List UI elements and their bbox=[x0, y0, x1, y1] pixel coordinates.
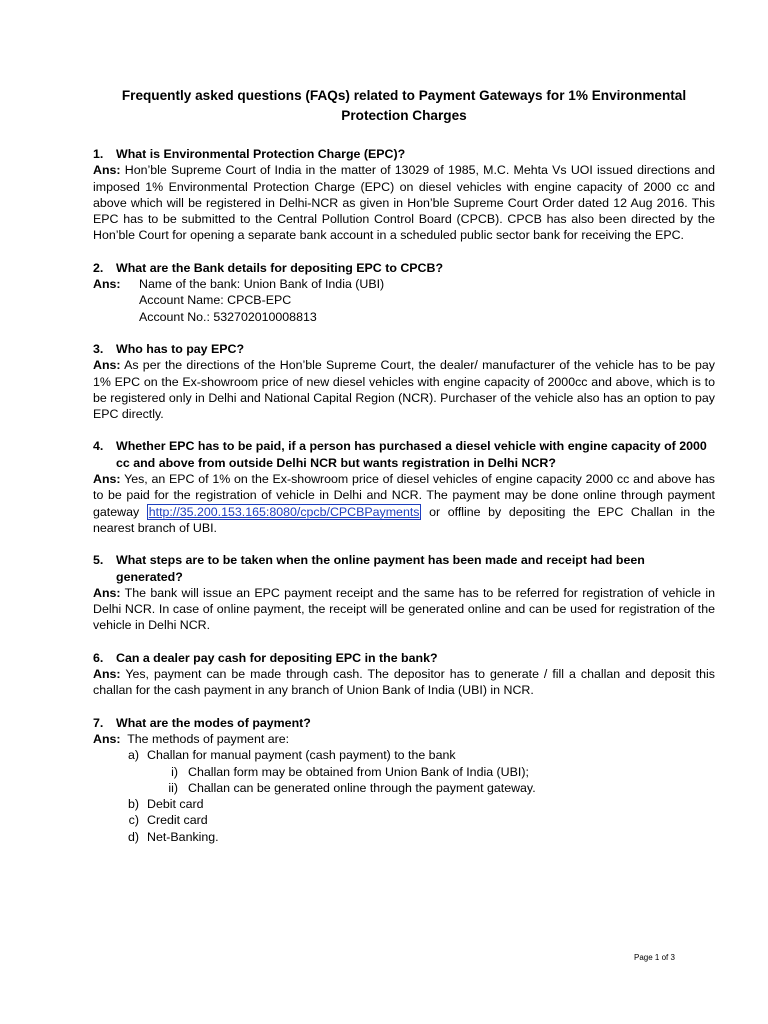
faq-answer-3: Ans: As per the directions of the Hon’ble Supreme Court, the dealer/ manufacturer of the vehicle has to be pay 1% EPC on the Ex-showroom price of new diesel vehicles with engine capacity of 2000cc and above, which is to be registered only in Delhi and National Capital Region (NCR). Purchaser of the vehicle also has an option to pay EPC directly. bbox=[93, 358, 715, 422]
faq-answer-4: Ans: Yes, an EPC of 1% on the Ex-showroom price of diesel vehicles of engine capacity 2000 cc and above has to be paid for the registration of vehicle in Delhi and NCR. The payment may be done online through payment gateway http://35.200.153.165:8080/cpcb/CPCBPayments or offline by depositing the EPC Challan in the nearest branch of UBI. bbox=[93, 472, 715, 535]
list-item: a) Challan for manual payment (cash payment) to the bank bbox=[127, 748, 456, 763]
faq-question-3: 3. Who has to pay EPC? bbox=[93, 341, 245, 356]
faq-question-7: 7. What are the modes of payment? bbox=[93, 715, 311, 730]
list-item: b) Debit card bbox=[127, 797, 204, 812]
payment-methods-list bbox=[93, 747, 715, 845]
faq-question-1: 1. What is Environmental Protection Charge (EPC)? bbox=[93, 147, 406, 161]
bank-name-row: Ans: Name of the bank: Union Bank of India (UBI) bbox=[93, 277, 385, 292]
faq-question-4: 4. Whether EPC has to be paid, if a person has purchased a diesel vehicle with engine capacity of 2000 cc and above from outside Delhi NCR but wants registration in Delhi NCR? bbox=[93, 439, 707, 470]
faq-question-2: 2. What are the Bank details for depositing EPC to CPCB? bbox=[93, 260, 444, 275]
faq-answer-1: Ans: Hon’ble Supreme Court of India in the matter of 13029 of 1985, M.C. Mehta Vs UOI issued directions and imposed 1% Environmental Protection Charge (EPC) on diesel vehicles with engine capacity of 2000 cc and above which will be registered in Delhi-NCR as given in Hon’ble Supreme Court Order dated 12 Aug 2016. This EPC has to be submitted to the Central Pollution Control Board (CPCB). CPCB has also been directed by the Hon’ble Court for opening a separate bank account in a scheduled public sector bank for receiving the EPC. bbox=[93, 163, 715, 243]
faq-question-5: 5. What steps are to be taken when the online payment has been made and receipt had been generated? bbox=[93, 553, 645, 584]
sub-list-item: i) Challan form may be obtained from Union Bank of India (UBI); bbox=[171, 764, 529, 779]
sub-list-item: ii) Challan can be generated online through the payment gateway. bbox=[168, 780, 536, 795]
payment-gateway-link[interactable]: http://35.200.153.165:8080/cpcb/CPCBPayments bbox=[148, 504, 420, 519]
faq-answer-5: Ans: The bank will issue an EPC payment receipt and the same has to be referred for registration of vehicle in Delhi NCR. In case of online payment, the receipt will be generated online and can be used for registration of the vehicle in Delhi NCR. bbox=[93, 585, 716, 633]
faq-answer-6: Ans: Yes, payment can be made through cash. The depositor has to generate / fill a challan and deposit this challan for the cash payment in any branch of Union Bank of India (UBI) in NCR. bbox=[93, 667, 716, 698]
document-body bbox=[93, 86, 715, 845]
faq-answer-7-intro: Ans: The methods of payment are: bbox=[93, 731, 290, 746]
page-title: Frequently asked questions (FAQs) related to Payment Gateways for 1% Environmental Protection Charges bbox=[121, 88, 687, 123]
list-item: d) Net-Banking. bbox=[127, 829, 219, 844]
account-name: Account Name: CPCB-EPC bbox=[139, 293, 292, 308]
page-number: Page 1 of 3 bbox=[634, 953, 675, 962]
account-number: Account No.: 532702010008813 bbox=[139, 309, 317, 324]
list-item: c) Credit card bbox=[128, 813, 208, 828]
faq-question-6: 6. Can a dealer pay cash for depositing EPC in the bank? bbox=[93, 650, 438, 665]
